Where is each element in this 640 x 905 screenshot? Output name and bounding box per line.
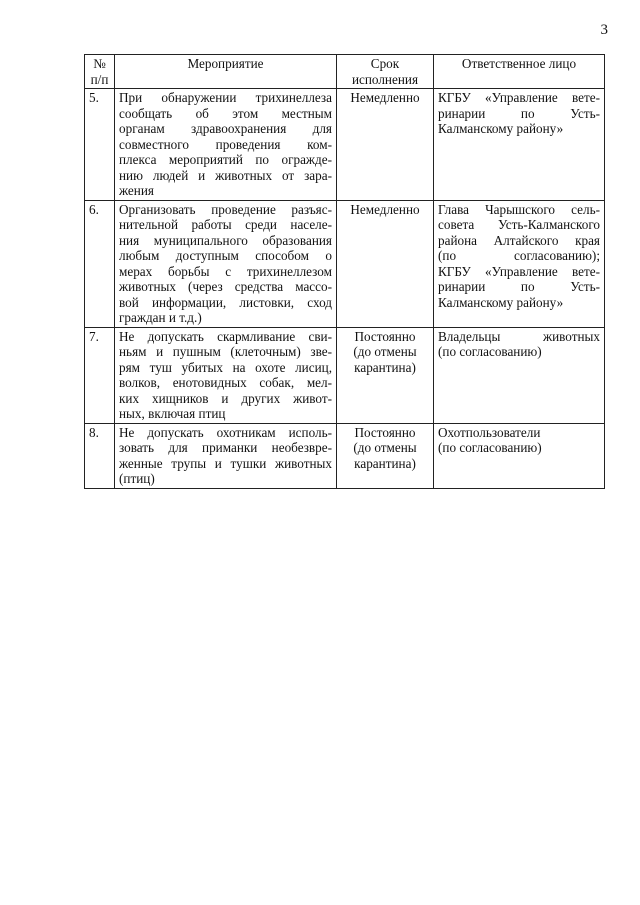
event-text-line: ких хищников и других живот- [119,390,332,406]
responsible-text-line: (по согласованию) [438,440,542,455]
page-number: 3 [600,22,608,38]
event-text-line: волков, енотовидных собак, мел- [119,375,332,390]
event-text-line: сообщать об этом местным [119,105,332,121]
term-text-line: (до отмены [353,344,417,359]
header-event: Мероприятие [115,55,337,89]
event-text-line: вой информации, листовки, сход [119,294,332,310]
term-text [337,423,434,488]
term-text-line: Немедленно [350,90,420,105]
term-text-line: карантина) [354,359,416,375]
responsible-text-line: ринарии по Усть- [438,279,600,294]
event-text-line: Не допускать скармливание сви- [119,328,332,344]
event-text-line: граждан и т.д.) [119,310,202,325]
term-text-line: карантина) [354,455,416,471]
responsible-text-line: Охотпользователи [438,424,541,440]
event-text-line: женные трупы и тушки животных [119,455,332,471]
event-text-line: нию людей и животных от зара- [119,167,332,183]
event-text-line: животных (через средства массо- [119,279,332,294]
event-text-line: При обнаружении трихинеллеза [119,90,332,105]
responsible-text-line: ринарии по Усть- [438,105,600,121]
event-text [115,423,337,488]
event-text-line: ных, включая птиц [119,406,226,421]
event-text-line: плекса мероприятий по огражде- [119,152,332,167]
event-text-line: органам здравоохранения для [119,121,332,136]
responsible-text [434,89,605,201]
event-text-line: нительной работы среди населе- [119,217,332,232]
term-text-line: Постоянно [354,424,416,440]
responsible-text [434,327,605,423]
event-text [115,200,337,327]
measures-table [84,54,605,489]
responsible-text-line: Владельцы животных [438,328,600,344]
responsible-text [434,200,605,327]
header-responsible: Ответственное лицо [434,55,605,89]
table-row [85,327,605,423]
event-text [115,327,337,423]
term-text-line: Постоянно [354,328,416,344]
responsible-text-line: КГБУ «Управление вете- [438,90,600,105]
table-row [85,89,605,201]
responsible-text-line: Калманскому району» [438,294,564,310]
responsible-text-line: совета Усть-Калманского [438,217,600,232]
event-text-line: рям туш убитых на охоте лисиц, [119,359,332,375]
header-num: № п/п [85,55,115,89]
table-header-row [85,55,605,89]
event-text-line: ния муниципального образования [119,232,332,248]
row-number: 5. [85,89,115,201]
term-text [337,89,434,201]
responsible-text-line: района Алтайского края [438,232,600,248]
row-number: 7. [85,327,115,423]
responsible-text [434,423,605,488]
event-text-line: мерах борьбы с трихинеллезом [119,263,332,279]
event-text-line: жения [119,183,154,198]
responsible-text-line: Калманскому району» [438,121,564,136]
term-text [337,200,434,327]
responsible-text-line: Глава Чарышского сель- [438,201,600,217]
table-body [85,89,605,489]
responsible-text-line: КГБУ «Управление вете- [438,263,600,279]
event-text-line: совместного проведения ком- [119,136,332,152]
term-text-line: (до отмены [353,440,417,455]
term-text-line: Немедленно [350,201,420,217]
table-row [85,423,605,488]
responsible-text-line: (по согласованию) [438,344,542,359]
responsible-text-line: (по согласованию); [438,248,600,263]
table-row [85,200,605,327]
row-number: 8. [85,423,115,488]
event-text [115,89,337,201]
event-text-line: любым доступным способом о [119,248,332,263]
event-text-line: Не допускать охотникам исполь- [119,424,332,440]
term-text [337,327,434,423]
row-number: 6. [85,200,115,327]
event-text-line: зовать для приманки необезвре- [119,440,332,455]
event-text-line: ньям и пушным (клеточным) зве- [119,344,332,359]
event-text-line: Организовать проведение разъяс- [119,201,332,217]
header-term: Срок исполнения [337,55,434,89]
event-text-line: (птиц) [119,471,155,486]
